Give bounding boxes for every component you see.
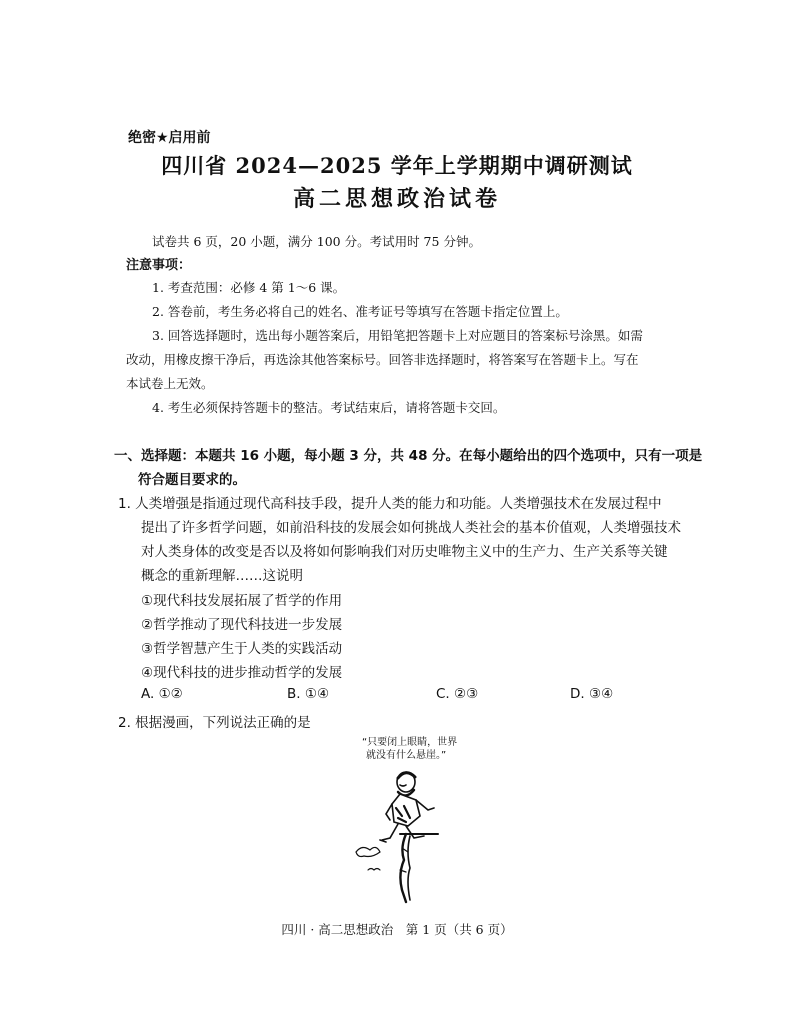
notice-heading: 注意事项： xyxy=(126,258,192,273)
notice-item: 4. 考生必须保持答题卡的整洁。考试结束后，请将答题卡交回。 xyxy=(152,400,506,415)
exam-intro: 试卷共 6 页，20 小题，满分 100 分。考试用时 75 分钟。 xyxy=(152,234,481,249)
exam-title: 四川省 2024—2025 学年上学期期中调研测试 xyxy=(161,153,633,178)
q1-option-d: D. ③④ xyxy=(570,686,614,702)
section-heading-cont: 符合题目要求的。 xyxy=(138,472,246,488)
q2-stem: 2. 根据漫画，下列说法正确的是 xyxy=(118,715,311,731)
q1-stem-line: 1. 人类增强是指通过现代高科技手段，提升人类的能力和功能。人类增强技术在发展过程中 xyxy=(118,496,662,512)
q1-stem-line: 概念的重新理解……这说明 xyxy=(141,568,303,584)
notice-item: 3. 回答选择题时，选出每小题答案后，用铅笔把答题卡上对应题目的答案标号涂黑。如需 xyxy=(152,328,643,343)
q1-statement: ②哲学推动了现代科技进一步发展 xyxy=(141,617,343,633)
q1-stem-line: 提出了许多哲学问题，如前沿科技的发展会如何挑战人类社会的基本价值观，人类增强技术 xyxy=(141,520,681,536)
q1-option-b: B. ①④ xyxy=(287,686,330,702)
q1-option-c: C. ②③ xyxy=(436,686,479,702)
q1-statement: ④现代科技的进步推动哲学的发展 xyxy=(141,665,343,681)
notice-item: 本试卷上无效。 xyxy=(126,376,214,391)
notice-item: 1. 考查范围：必修 4 第 1～6 课。 xyxy=(152,280,346,295)
q1-stem-line: 对人类身体的改变是否以及将如何影响我们对历史唯物主义中的生产力、生产关系等关键 xyxy=(141,544,668,560)
cartoon-caption-line: “只要闭上眼睛，世界 xyxy=(362,737,458,748)
confidential-mark: 绝密★启用前 xyxy=(128,130,211,146)
cartoon-caption-line: 就没有什么悬崖。” xyxy=(366,750,447,761)
q1-option-a: A. ①② xyxy=(141,686,183,702)
notice-item: 2. 答卷前，考生务必将自己的姓名、准考证号等填写在答题卡指定位置上。 xyxy=(152,304,568,319)
notice-item: 改动，用橡皮擦干净后，再选涂其他答案标号。回答非选择题时，将答案写在答题卡上。写在 xyxy=(126,352,639,367)
section-heading: 一、选择题：本题共 16 小题，每小题 3 分，共 48 分。在每小题给出的四个选项中，只有一项是 xyxy=(114,448,703,464)
cartoon-caption xyxy=(362,736,457,762)
q1-statement: ①现代科技发展拓展了哲学的作用 xyxy=(141,593,343,609)
page-footer: 四川 · 高二思想政治 第 1 页（共 6 页） xyxy=(281,922,513,937)
q1-statement: ③哲学智慧产生于人类的实践活动 xyxy=(141,641,343,657)
exam-subtitle: 高二思想政治试卷 xyxy=(292,187,501,212)
